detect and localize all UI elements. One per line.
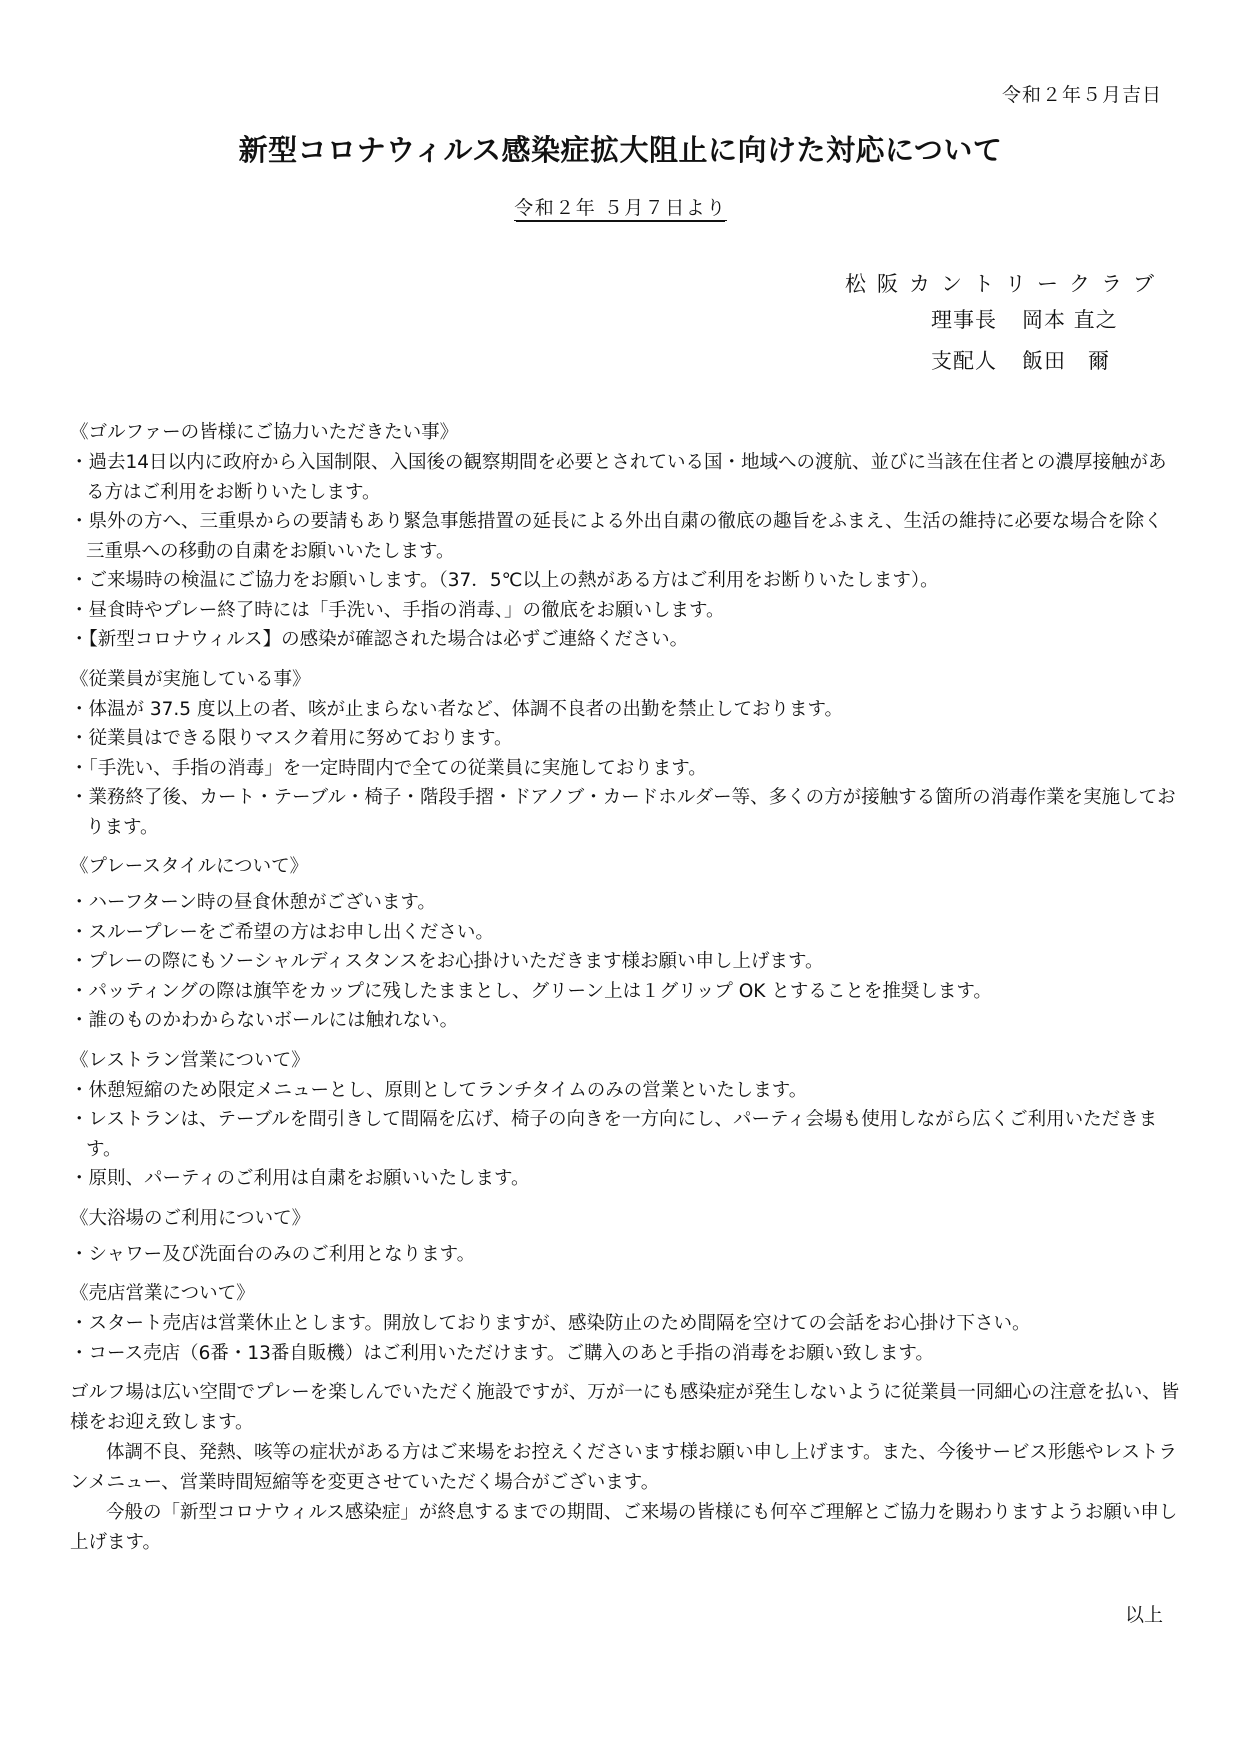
section-heading: 《従業員が実施している事》 <box>70 668 311 690</box>
list-item: ・【新型コロナウィルス】の感染が確認された場合は必ずご連絡ください。 <box>70 629 689 650</box>
list-item: ・スループレーをご希望の方はお申し出ください。 <box>70 921 494 943</box>
list-item: ・休憩短縮のため限定メニューとし、原則としてランチタイムのみの営業といたします。 <box>70 1079 808 1101</box>
list-item: ・原則、パーティのご利用は自粛をお願いいたします。 <box>70 1168 530 1189</box>
section-play-style <box>70 852 1180 1036</box>
club-name: 松阪カントリークラブ <box>845 272 1165 296</box>
signatory-manager <box>931 345 1110 375</box>
list-item: ・スタート売店は営業休止とします。開放しておりますが、感染防止のため間隔を空けての会話をお心掛け下さい。 <box>70 1313 1031 1334</box>
section-heading: 《プレースタイルについて》 <box>70 856 309 877</box>
effective-date-text: 令和２年 ５月７日より <box>514 197 727 219</box>
list-item: ・ご来場時の検温にご協力をお願いします。（37．5℃以上の熱がある方はご利用をお断りいたします）。 <box>70 570 939 591</box>
document-title: 新型コロナウィルス感染症拡大阻止に向けた対応について <box>238 133 1003 167</box>
list-item: ・「手洗い、手指の消毒」を一定時間内で全ての従業員に実施しております。 <box>70 757 707 779</box>
list-item: ・昼食時やプレー終了時には「手洗い、手指の消毒、」の徹底をお願いします。 <box>70 599 725 621</box>
signatory-name: 岡本 直之 <box>1022 308 1118 332</box>
signatory-role: 理事長 <box>931 308 997 332</box>
section-restaurant <box>70 1046 1180 1194</box>
section-heading: 《ゴルファーの皆様にご協力いただきたい事》 <box>70 422 459 443</box>
signatory-role: 支配人 <box>931 349 997 373</box>
list-item: ・レストランは、テーブルを間引きして間隔を広げ、椅子の向きを一方向にし、パーティ会場も使用しながら広くご利用いただきます。 <box>70 1109 1158 1160</box>
list-item: ・ハーフターン時の昼食休憩がございます。 <box>70 892 436 913</box>
section-staff <box>70 665 1180 843</box>
paragraph: 今般の「新型コロナウィルス感染症」が終息するまでの期間、ご来場の皆様にも何卒ご理解とご協力を賜わりますようお願い申し上げます。 <box>70 1502 1178 1553</box>
list-item: ・体温が 37.5 度以上の者、咳が止まらない者など、体調不良者の出勤を禁止しております。 <box>70 698 843 720</box>
section-heading: 《売店営業について》 <box>70 1283 255 1304</box>
list-item: ・誰のものかわからないボールには触れない。 <box>70 1010 459 1031</box>
list-item: ・業務終了後、カート・テーブル・椅子・階段手摺・ドアノブ・カードホルダー等、多くの方が接触する箇所の消毒作業を実施しております。 <box>70 787 1176 838</box>
list-item: ・コース売店（6番・13番自販機）はご利用いただけます。ご購入のあと手指の消毒をお願い致します。 <box>70 1342 934 1364</box>
list-item: ・従業員はできる限りマスク着用に努めております。 <box>70 728 513 749</box>
list-item: ・過去14日以内に政府から入国制限、入国後の観察期間を必要とされている国・地域への渡航、並びに当該在住者との濃厚接触がある方はご利用をお断りいたします。 <box>70 452 1167 503</box>
list-item: ・シャワー及び洗面台のみのご利用となります。 <box>70 1243 476 1265</box>
section-bath <box>70 1204 1180 1270</box>
section-shop <box>70 1279 1180 1368</box>
section-heading: 《大浴場のご利用について》 <box>70 1207 311 1229</box>
paragraph: ゴルフ場は広い空間でプレーを楽しんでいただく施設ですが、万が一にも感染症が発生しないように従業員一同細心の注意を払い、皆様をお迎え致します。 <box>70 1382 1180 1433</box>
issue-date: 令和２年５月吉日 <box>1001 84 1162 106</box>
effective-date <box>0 193 1241 220</box>
signatory-name: 飯田 爾 <box>1022 349 1110 373</box>
list-item: ・プレーの際にもソーシャルディスタンスをお心掛けいただきます様お願い申し上げます。 <box>70 951 824 972</box>
closing-message <box>70 1378 1180 1558</box>
section-heading: 《レストラン営業について》 <box>70 1049 310 1071</box>
signatory-chairman <box>931 304 1118 334</box>
section-golfers <box>70 418 1180 655</box>
closing-mark: 以上 <box>1124 1604 1163 1626</box>
document-body <box>70 418 1180 1558</box>
list-item: ・パッティングの際は旗竿をカップに残したままとし、グリーン上は１グリップ OK とすることを推奨します。 <box>70 980 992 1002</box>
list-item: ・県外の方へ、三重県からの要請もあり緊急事態措置の延長による外出自粛の徹底の趣旨をふまえ、生活の維持に必要な場合を除く三重県への移動の自粛をお願いいたします。 <box>70 511 1163 562</box>
paragraph: 体調不良、発熱、咳等の症状がある方はご来場をお控えくださいます様お願い申し上げます。また、今後サービス形態やレストランメニュー、営業時間短縮等を変更させていただく場合がございます。 <box>70 1442 1177 1493</box>
